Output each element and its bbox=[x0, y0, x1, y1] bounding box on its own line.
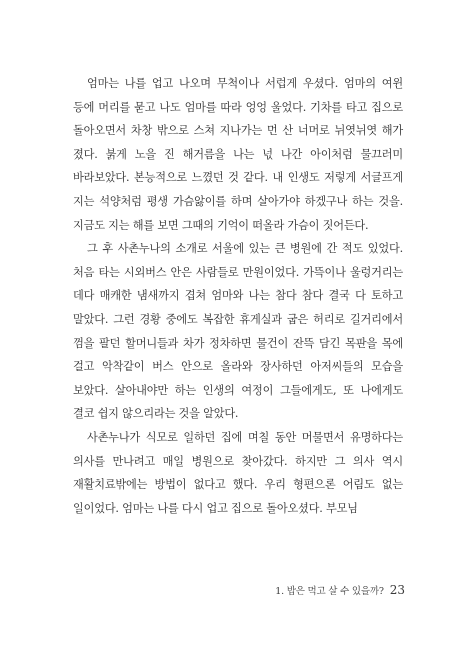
page-footer bbox=[275, 583, 405, 597]
page-number: 23 bbox=[389, 583, 405, 597]
paragraph: 사촌누나가 식모로 일하던 집에 며칠 동안 머물면서 유명하다는 의사를 만나려고 매일 병원으로 찾아갔다. 하지만 그 의사 역시 재활치료밖에는 방법이 없다고 했다. 우리 형편으론 어림도 없는 일이었다. 엄마는 나를 다시 업고 집으로 돌아오셨다. 부모님 bbox=[73, 430, 403, 515]
running-title: 1. 밥은 먹고 살 수 있을까? bbox=[275, 586, 384, 597]
paragraph: 엄마는 나를 업고 나오며 무척이나 서럽게 우셨다. 엄마의 여윈 등에 머리를 묻고 나도 엄마를 따라 엉엉 울었다. 기차를 타고 집으로 돌아오면서 차창 밖으로 스쳐 지나가는 먼 산 너머로 뉘엿뉘엿 해가 졌다. 붉게 노을 진 해거름을 나는 넋 나간 아이처럼 물끄러미 바라보았다. 본능적으로 느꼈던 것 같다. 내 인생도 저렇게 서글프게 지는 석양처럼 평생 가슴앓이를 하며 살아가야 하겠구나 하는 것을. 지금도 지는 해를 보면 그때의 기억이 떠올라 가슴이 짓어든다. bbox=[73, 77, 403, 232]
paragraph: 그 후 사촌누나의 소개로 서울에 있는 큰 병원에 간 적도 있었다. 처음 타는 시외버스 안은 사람들로 만원이었다. 가뜩이나 울렁거리는 데다 매캐한 냄새까지 겹쳐 엄마와 나는 참다 참다 결국 다 토하고 말았다. 그런 경황 중에도 복잡한 휴게실과 굽은 허리로 길거리에서 껌을 팔던 할머니들과 차가 정차하면 물건이 잔뜩 담긴 목판을 목에 걸고 악착같이 버스 안으로 올라와 장사하던 아저씨들의 모습을 보았다. 살아내야만 하는 인생의 여정이 그들에게도, 또 나에게도 결코 쉽지 않으리라는 것을 알았다. bbox=[73, 242, 403, 421]
body-text bbox=[73, 72, 403, 520]
